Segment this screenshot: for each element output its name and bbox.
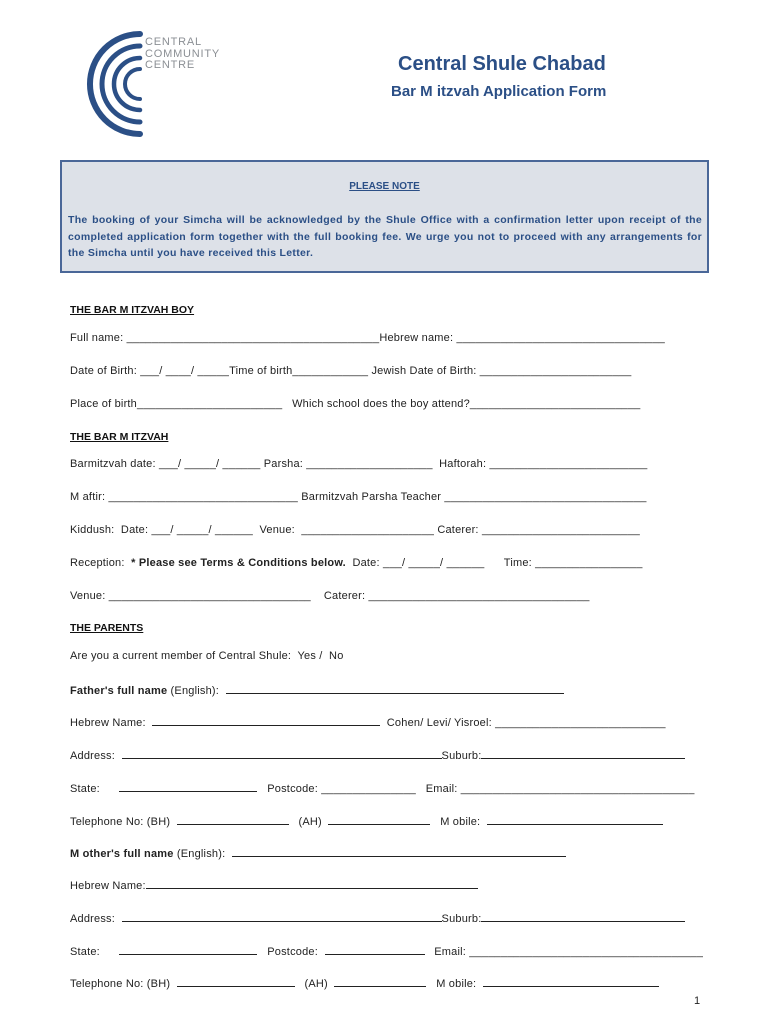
section-heading-parents: THE PARENTS: [70, 622, 144, 634]
mother-suburb-blank[interactable]: [481, 911, 685, 922]
father-label: Father's full name: [70, 685, 168, 697]
telephone-bh-label: Telephone No: (BH): [70, 816, 177, 828]
section-heading-boy: THE BAR M ITZVAH BOY: [70, 304, 195, 316]
father-telephone-field[interactable]: [70, 814, 710, 828]
mother-state-blank[interactable]: [119, 944, 257, 955]
mother-mobile-blank[interactable]: [483, 976, 659, 987]
please-note-heading: PLEASE NOTE: [349, 181, 420, 192]
mother-label-english: (English):: [173, 848, 232, 860]
form-subtitle: Bar M itzvah Application Form: [391, 83, 607, 100]
postcode-email: Postcode: _______________ Email: _____________________________________: [257, 783, 695, 795]
kiddush-field[interactable]: Kiddush: Date: ___/ _____/ ______ Venue: _____________________ Caterer: _________________________: [70, 524, 640, 536]
maftir-field[interactable]: M aftir: ______________________________ Barmitzvah Parsha Teacher ________________________________: [70, 491, 647, 503]
mother-name-field[interactable]: [70, 846, 710, 860]
father-name-blank[interactable]: [226, 683, 564, 694]
mother-telephone-field[interactable]: [70, 976, 710, 990]
logo-line: CENTRAL: [145, 36, 202, 48]
reception-field[interactable]: [70, 557, 710, 569]
date-of-birth-field[interactable]: Date of Birth: ___/ ____/ _____Time of birth____________ Jewish Date of Birth: ________________________: [70, 365, 632, 377]
mobile-label: M obile:: [426, 978, 483, 990]
logo-wordmark: [145, 37, 220, 72]
reception-label: Reception:: [70, 557, 132, 569]
terms-note: * Please see Terms & Conditions below.: [131, 557, 346, 569]
reception-date-time: Date: ___/ _____/ ______ Time: _________________: [345, 557, 643, 569]
email-field-label: Email: _____________________________________: [424, 946, 704, 958]
mother-hebrew-blank[interactable]: [146, 878, 478, 889]
mother-label: M other's full name: [70, 848, 174, 860]
mother-address-blank[interactable]: [122, 911, 442, 922]
place-of-birth-field[interactable]: Place of birth_______________________ Which school does the boy attend?___________________________: [70, 398, 641, 410]
postcode-label: Postcode:: [257, 946, 325, 958]
telephone-ah-label: (AH): [294, 978, 335, 990]
mother-hebrew-name-field[interactable]: [70, 878, 710, 892]
father-state-field[interactable]: [70, 781, 710, 795]
address-label: Address:: [70, 750, 122, 762]
father-address-blank[interactable]: [122, 748, 442, 759]
father-ah-blank[interactable]: [328, 814, 430, 825]
page-number: 1: [694, 995, 701, 1007]
please-note-text: The booking of your Simcha will be acknowledged by the Shule Office with a confirmation letter upon receipt of the completed application form together with the full booking fee. We urge you not to proceed with any arrangements for the Simcha until you have received this Letter.: [68, 214, 702, 259]
telephone-bh-label: Telephone No: (BH): [70, 978, 177, 990]
mother-name-blank[interactable]: [232, 846, 566, 857]
telephone-ah-label: (AH): [288, 816, 329, 828]
suburb-label: Suburb:: [441, 913, 482, 925]
membership-question[interactable]: Are you a current member of Central Shule: Yes / No: [70, 650, 344, 662]
father-name-field[interactable]: [70, 683, 710, 697]
father-suburb-blank[interactable]: [481, 748, 685, 759]
address-label: Address:: [70, 913, 122, 925]
mother-address-field[interactable]: [70, 911, 710, 925]
please-note-box: [60, 160, 709, 273]
full-name-field[interactable]: Full name: ________________________________________Hebrew name: _________________________________: [70, 332, 665, 344]
barmitzvah-date-field[interactable]: Barmitzvah date: ___/ _____/ ______ Parsha: ____________________ Haftorah: _________________________: [70, 458, 648, 470]
hebrew-name-label: Hebrew Name:: [70, 880, 146, 892]
father-address-field[interactable]: [70, 748, 710, 762]
cohen-levi-label: Cohen/ Levi/ Yisroel: ___________________________: [380, 717, 666, 729]
state-label: State:: [70, 946, 120, 958]
father-hebrew-name-field[interactable]: [70, 715, 710, 729]
father-bh-blank[interactable]: [177, 814, 289, 825]
mother-bh-blank[interactable]: [177, 976, 295, 987]
father-label-english: (English):: [167, 685, 226, 697]
hebrew-name-label: Hebrew Name:: [70, 717, 153, 729]
logo-line: COMMUNITY: [145, 47, 221, 60]
father-mobile-blank[interactable]: [487, 814, 663, 825]
suburb-label: Suburb:: [441, 750, 482, 762]
form-title: Central Shule Chabad: [398, 53, 606, 75]
mother-state-field[interactable]: [70, 944, 710, 958]
mother-postcode-blank[interactable]: [325, 944, 425, 955]
state-label: State:: [70, 783, 120, 795]
logo-line: CENTRE: [145, 59, 196, 71]
venue-caterer-field[interactable]: Venue: ________________________________ Caterer: ___________________________________: [70, 590, 590, 602]
father-hebrew-blank[interactable]: [152, 715, 380, 726]
mobile-label: M obile:: [430, 816, 487, 828]
father-state-blank[interactable]: [119, 781, 257, 792]
section-heading-barmitzvah: THE BAR M ITZVAH: [70, 431, 169, 443]
mother-ah-blank[interactable]: [334, 976, 426, 987]
